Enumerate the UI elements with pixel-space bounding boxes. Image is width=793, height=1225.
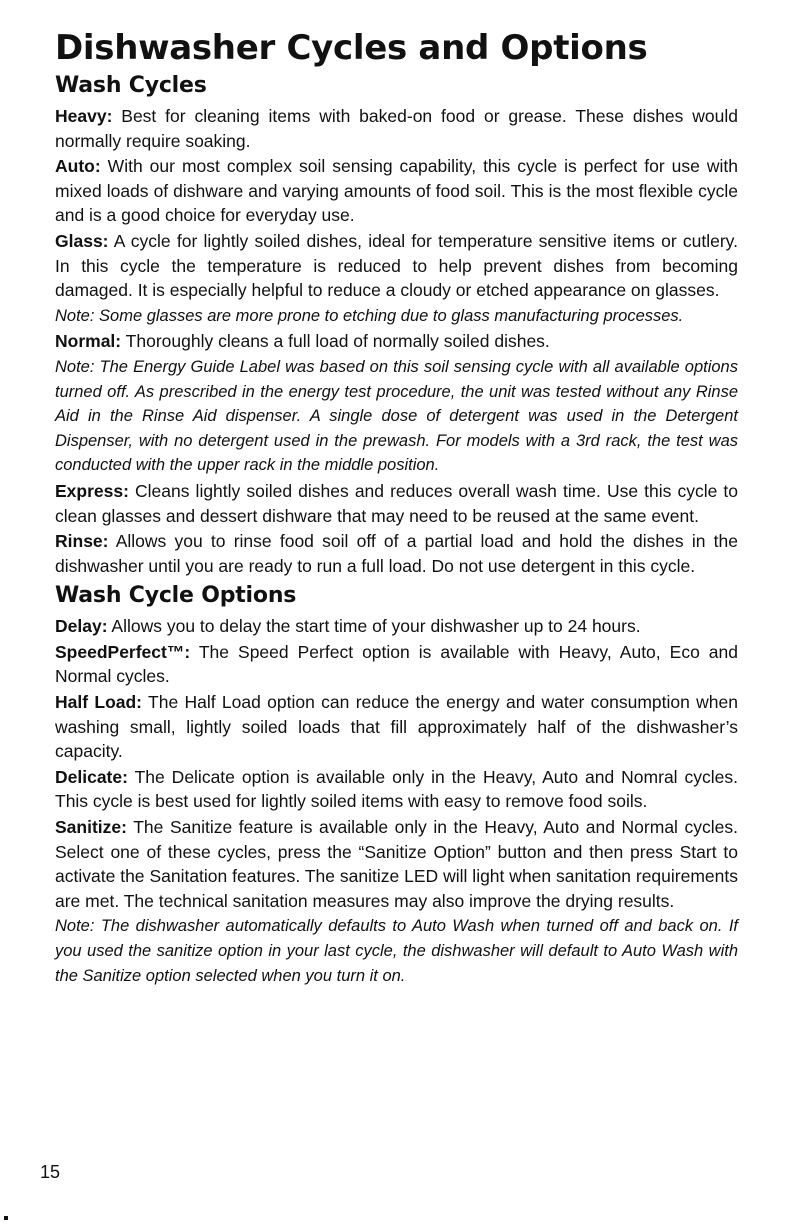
description-text: Note: Some glasses are more prone to etching due to glass manufacturing processes. (55, 306, 684, 325)
term-label: Express: (55, 480, 129, 501)
description-text: The Half Load option can reduce the energy and water consumption when washing small, lightly soiled loads that fill approximately half of the dishwasher’s capacity. (55, 692, 738, 762)
definition-paragraph (55, 690, 738, 764)
term-label: SpeedPerfect™: (55, 641, 191, 662)
term-label: Half Load: (55, 692, 143, 713)
description-text: With our most complex soil sensing capability, this cycle is perfect for use with mixed loads of dishware and varying amounts of food soil. This is the most flexible cycle and is a good choice for everyday use. (55, 156, 738, 226)
description-text: Thoroughly cleans a full load of normally soiled dishes. (121, 331, 550, 352)
term-label: Auto: (55, 156, 101, 177)
section-heading: Wash Cycles (55, 73, 207, 98)
section-heading: Wash Cycle Options (55, 583, 297, 609)
definition-paragraph (55, 765, 738, 814)
definition-paragraph (55, 614, 738, 639)
scan-mark (4, 1216, 8, 1220)
section-wash-cycles (55, 72, 738, 578)
term-label: Normal: (55, 331, 122, 352)
manual-page (55, 28, 738, 989)
description-text: Allows you to delay the start time of your dishwasher up to 24 hours. (107, 616, 641, 637)
term-label: Heavy: (55, 106, 113, 126)
definition-paragraph (55, 104, 738, 153)
description-text: The Delicate option is available only in the Heavy, Auto and Nomral cycles. This cycle is best used for lightly soiled items with easy to remove food soils. (55, 766, 738, 812)
page-number: 15 (40, 1162, 61, 1182)
definition-paragraph (55, 229, 738, 303)
term-label: Glass: (55, 230, 109, 251)
note-paragraph (55, 304, 738, 329)
definition-paragraph (55, 815, 738, 913)
term-label: Delay: (55, 616, 108, 637)
note-paragraph (55, 355, 738, 478)
note-paragraph (55, 914, 738, 988)
term-label: Rinse: (55, 531, 109, 552)
paragraph-list (55, 614, 738, 988)
page-title: Dishwasher Cycles and Options (55, 28, 648, 68)
description-text: Note: The dishwasher automatically defaults to Auto Wash when turned off and back on. If you used the sanitize option in your last cycle, the dishwasher will default to Auto Wash with the Sanitize option selected when you turn it on. (55, 917, 738, 985)
description-text: Cleans lightly soiled dishes and reduces overall wash time. Use this cycle to clean glasses and dessert dishware that may need to be reused at the same event. (55, 480, 738, 526)
definition-paragraph (55, 154, 738, 228)
term-label: Delicate: (55, 766, 128, 787)
description-text: Allows you to rinse food soil off of a partial load and hold the dishes in the dishwasher until you are ready to run a full load. Do not use detergent in this cycle. (55, 531, 738, 576)
definition-paragraph (55, 479, 738, 528)
definition-paragraph (55, 640, 738, 689)
description-text: A cycle for lightly soiled dishes, ideal for temperature sensitive items or cutlery. In this cycle the temperature is reduced to help prevent dishes from becoming damaged. It is especially helpful to reduce a cloudy or etched appearance on glasses. (55, 230, 738, 301)
definition-paragraph (55, 329, 738, 354)
description-text: Note: The Energy Guide Label was based on this soil sensing cycle with all available options turned off. As prescribed in the energy test procedure, the unit was tested without any Rinse Aid in the Rinse Aid dispenser. A single dose of detergent was used in the Detergent Dispenser, with no detergent used in the prewash. For models with a 3rd rack, the test was conducted with the upper rack in the middle position. (55, 357, 738, 475)
section-wash-cycle-options (55, 582, 738, 988)
paragraph-list (55, 104, 738, 578)
description-text: The Sanitize feature is available only in the Heavy, Auto and Normal cycles. Select one of these cycles, press the “Sanitize Option” button and then press Start to activate the Sanitation features. The sanitize LED will light when sanitation requirements are met. The technical sanitation measures may also improve the drying results. (55, 817, 738, 911)
description-text: Best for cleaning items with baked-on food or grease. These dishes would normally require soaking. (55, 106, 738, 151)
definition-paragraph (55, 529, 738, 578)
description-text: The Speed Perfect option is available with Heavy, Auto, Eco and Normal cycles. (55, 641, 738, 687)
term-label: Sanitize: (55, 817, 127, 838)
